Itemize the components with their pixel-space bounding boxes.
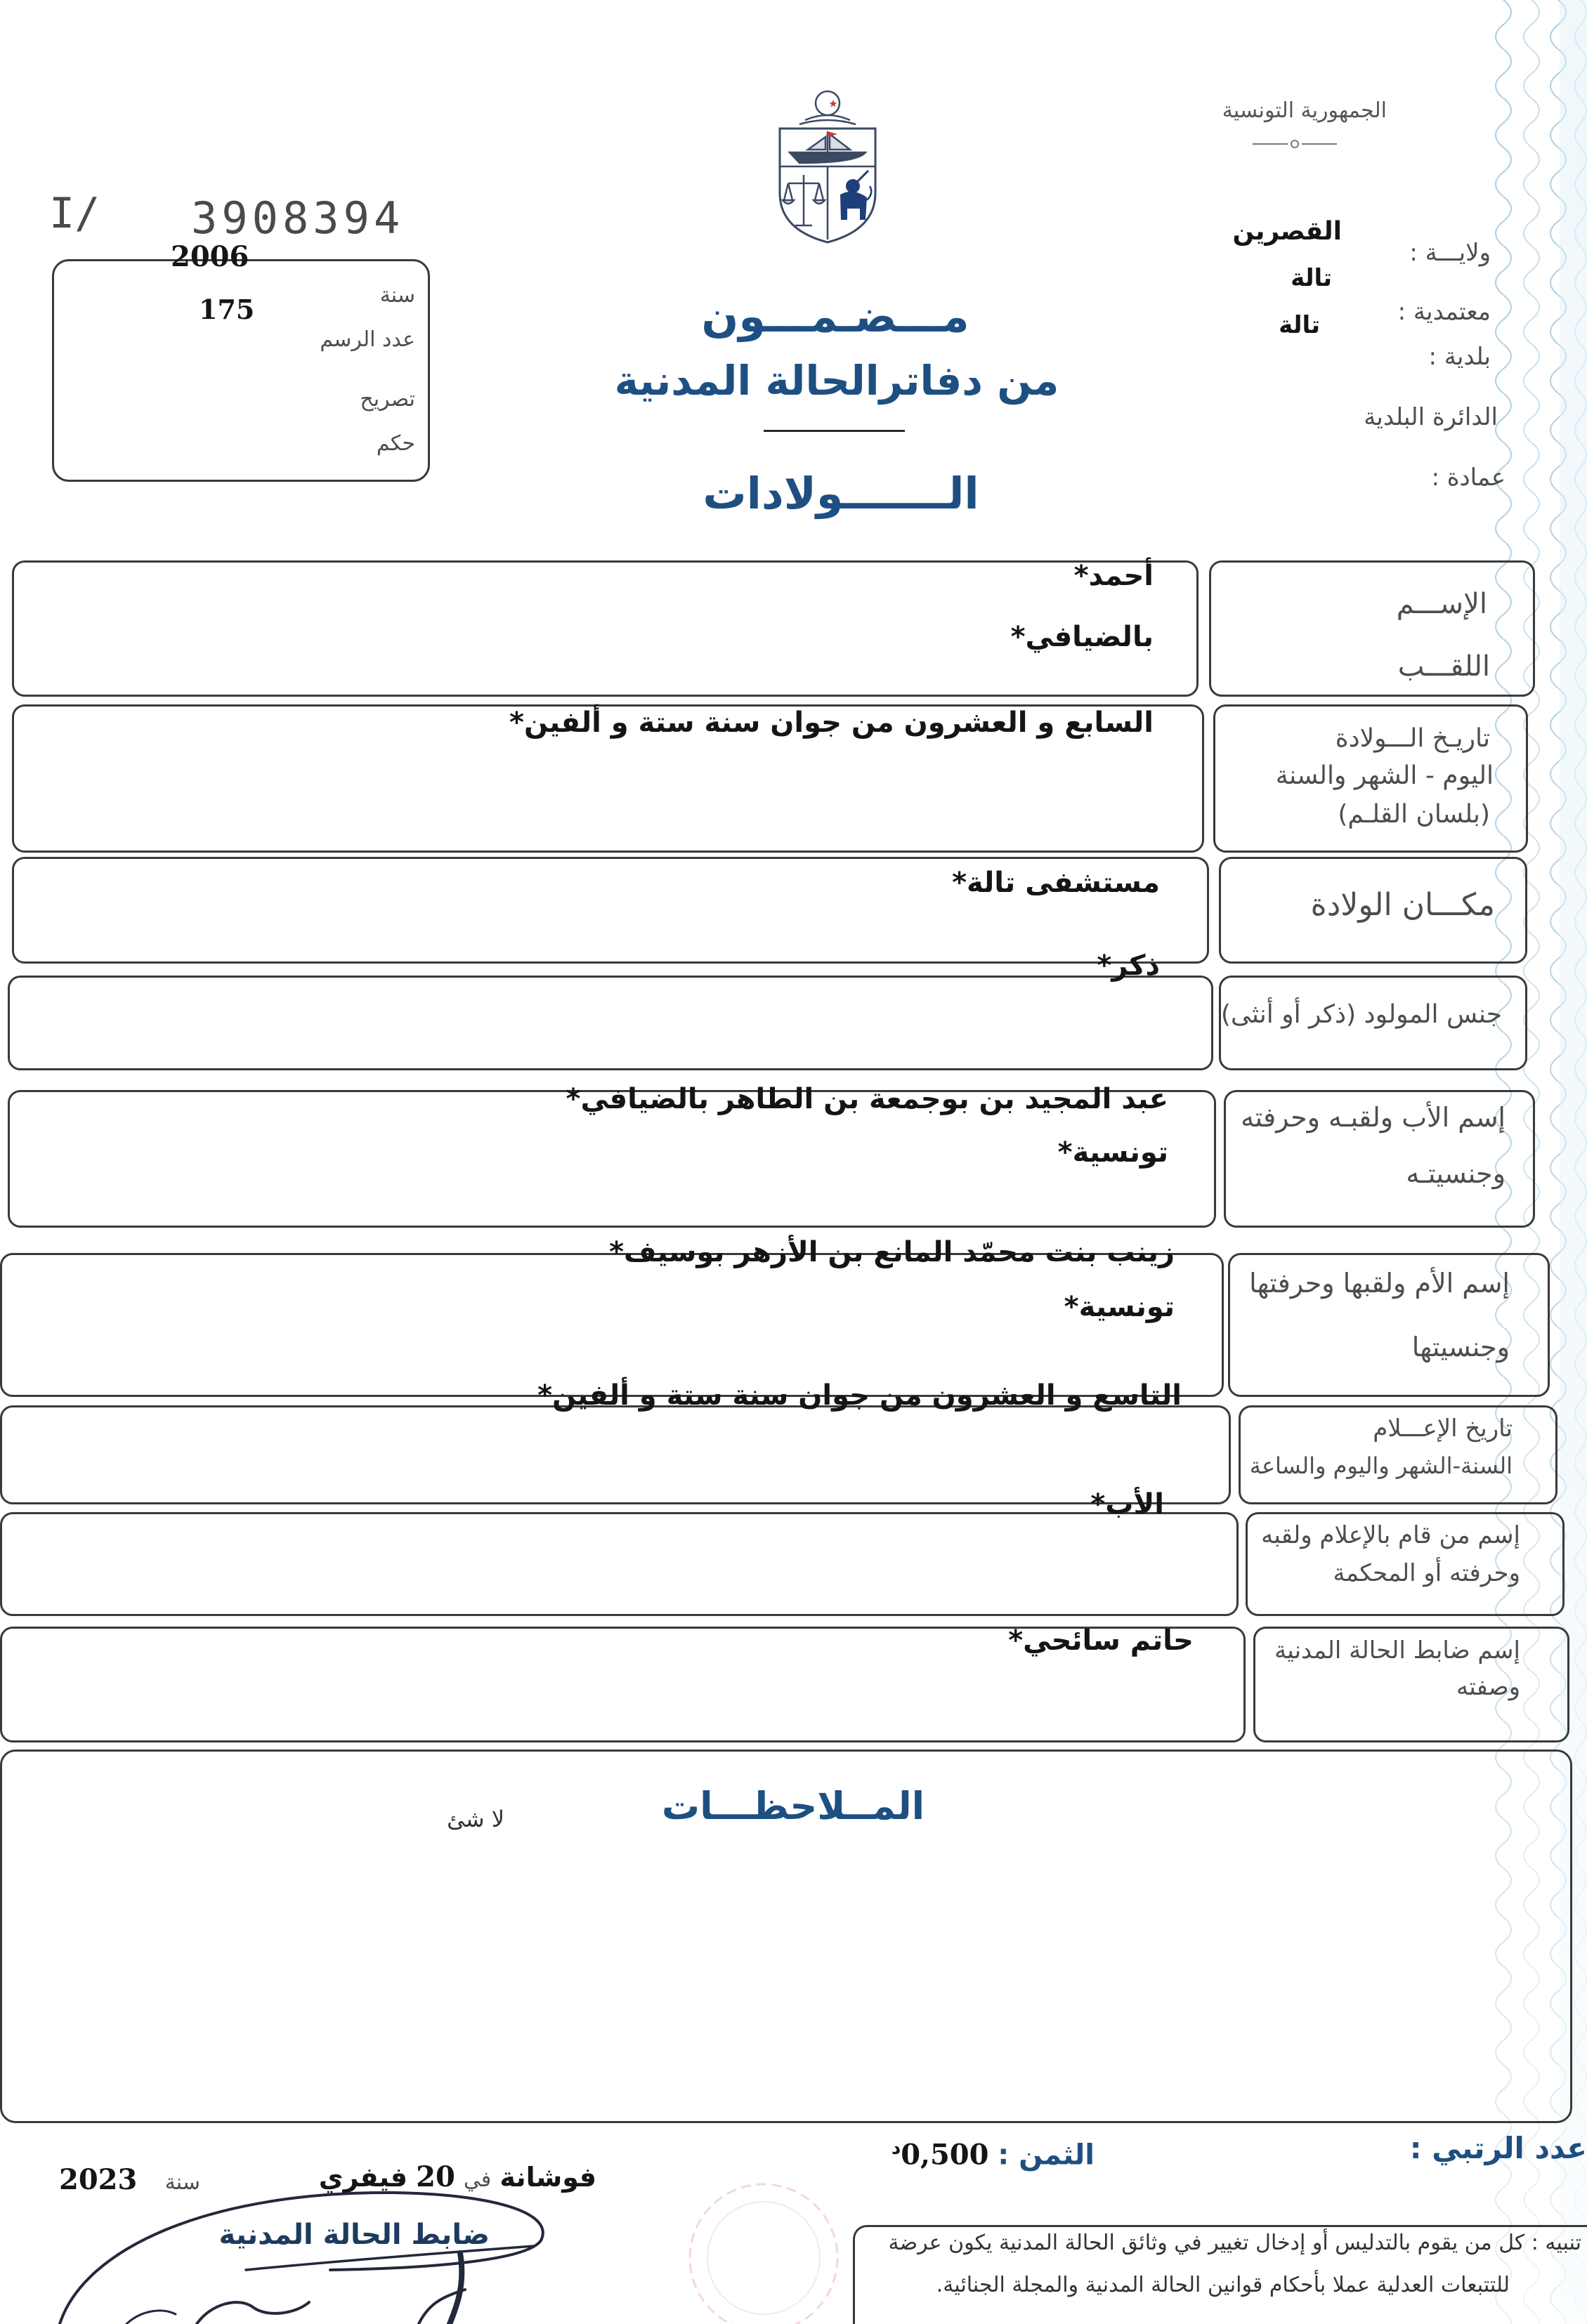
row-sex-value-box bbox=[8, 976, 1213, 1070]
price-line bbox=[892, 2138, 1095, 2172]
declarant-label-line1: إسم من قام بالإعلام ولقبه bbox=[1261, 1521, 1520, 1549]
record-box bbox=[52, 259, 430, 482]
birth-date-label-line2: اليوم - الشهر والسنة bbox=[1275, 761, 1494, 790]
registrar-label-line1: إسم ضابط الحالة المدنية bbox=[1274, 1636, 1520, 1665]
declaration-label: تصريح bbox=[360, 387, 415, 412]
first-name-label: الإســـم bbox=[1396, 588, 1487, 620]
ornament-divider bbox=[1253, 139, 1337, 149]
coat-of-arms-icon bbox=[771, 88, 884, 245]
row-declaration-date-value-box bbox=[0, 1405, 1231, 1504]
remarks-label: المــلاحظـــات bbox=[661, 1784, 925, 1828]
issue-year-value: 2023 bbox=[59, 2163, 138, 2196]
mother-nationality-value: تونسية* bbox=[1064, 1291, 1175, 1323]
father-nationality-value: تونسية* bbox=[1057, 1136, 1168, 1169]
father-label-line2: وجنسيتـه bbox=[1406, 1158, 1506, 1189]
district-label: الدائرة البلدية bbox=[1364, 403, 1498, 431]
price-unit: د bbox=[891, 2138, 901, 2159]
delegation-value: تالة bbox=[1291, 264, 1332, 292]
surname-label: اللقـــب bbox=[1397, 650, 1490, 683]
governorate-label: ولايـــة : bbox=[1409, 239, 1491, 267]
republic-title: الجمهورية التونسية bbox=[1222, 98, 1387, 123]
stamp-prefix: I/ bbox=[49, 189, 100, 238]
declarant-label-line2: وحرفته أو المحكمة bbox=[1333, 1559, 1520, 1587]
title-underline bbox=[764, 430, 905, 432]
handwritten-signature bbox=[0, 2163, 843, 2324]
date-day: 20 bbox=[416, 2160, 455, 2193]
act-number-value: 175 bbox=[199, 294, 255, 325]
mother-label-line1: إسم الأم ولقبها وحرفتها bbox=[1249, 1268, 1510, 1299]
birth-date-label-line3: (بلسان القلـم) bbox=[1338, 800, 1490, 829]
date-month: فيفري bbox=[318, 2162, 408, 2193]
warning-line2: للتتبعات العدلية عملا بأحكام قوانين الحالة المدنية والمجلة الجنائية. bbox=[936, 2273, 1510, 2297]
birth-place-label: مكـــان الولادة bbox=[1310, 887, 1495, 923]
warning-line1: تنبيه : كل من يقوم بالتدليس أو إدخال تغيير في وثائق الحالة المدنية يكون عرضة bbox=[888, 2231, 1581, 2255]
birth-date-label-line1: تاريـخ الـــولادة bbox=[1335, 724, 1490, 753]
governorate-value: القصرين bbox=[1232, 217, 1342, 246]
price-label: الثمن : bbox=[998, 2139, 1095, 2172]
delegation-label: معتمدية : bbox=[1397, 298, 1491, 326]
document-title-line2: من دفاترالحالة المدنية bbox=[614, 357, 1059, 405]
declaration-date-label-line1: تاريخ الإعـــلام bbox=[1373, 1414, 1513, 1443]
judgment-label: حكم bbox=[376, 431, 415, 456]
date-preposition: في bbox=[463, 2167, 492, 2192]
municipality-label: بلدية : bbox=[1428, 343, 1491, 371]
municipality-value: تالة bbox=[1279, 311, 1320, 339]
father-label-line1: إسم الأب ولقبـه وحرفته bbox=[1241, 1102, 1506, 1133]
declarant-value: الأب* bbox=[1090, 1488, 1164, 1521]
record-year-value: 2006 bbox=[171, 240, 249, 273]
row-declarant-value-box bbox=[0, 1512, 1239, 1616]
mother-label-line2: وجنسيتها bbox=[1411, 1332, 1510, 1363]
surname-value: بالضيافي* bbox=[1010, 621, 1154, 653]
record-year-label: سنة bbox=[379, 283, 415, 308]
birth-place-value: مستشفى تالة* bbox=[952, 867, 1160, 899]
sex-label: جنس المولود (ذكر أو أنثى) bbox=[1220, 1000, 1502, 1029]
declaration-date-label-line2: السنة-الشهر واليوم والساعة bbox=[1249, 1452, 1513, 1479]
sector-label: عمادة : bbox=[1431, 464, 1506, 492]
first-name-value: أحمد* bbox=[1073, 560, 1154, 592]
father-name-value: عبد المجيد بن بوجمعة بن الطاهر بالضيافي* bbox=[566, 1083, 1168, 1115]
officer-title: ضابط الحالة المدنية bbox=[218, 2219, 490, 2251]
section-title-births: الـــــــولادات bbox=[703, 468, 979, 519]
act-number-label: عدد الرسم bbox=[320, 327, 415, 352]
issue-year-label: سنة bbox=[164, 2170, 200, 2195]
declaration-date-value: التاسع و العشرون من جوان سنة ستة و ألفين* bbox=[537, 1379, 1182, 1412]
document-title-line1: مـــضـمـــون bbox=[701, 291, 969, 342]
serial-number-label: عدد الرتبي : bbox=[1409, 2131, 1587, 2165]
issue-place: فوشانة bbox=[499, 2162, 596, 2193]
birth-date-value: السابع و العشرون من جوان سنة ستة و ألفين* bbox=[509, 707, 1154, 739]
sex-value: ذكر* bbox=[1097, 950, 1160, 982]
registrar-value: حاتم سائحي* bbox=[1008, 1624, 1194, 1657]
price-value: 0,500 bbox=[901, 2138, 989, 2172]
mother-name-value: زينب بنت محمّد المانع بن الأزهر بوسيف* bbox=[609, 1236, 1175, 1268]
register-number: 3908394 bbox=[191, 192, 405, 244]
row-mother-value-box bbox=[0, 1253, 1224, 1397]
registrar-label-line2: وصفته bbox=[1456, 1673, 1520, 1701]
remarks-value: لا شئ bbox=[447, 1806, 504, 1832]
